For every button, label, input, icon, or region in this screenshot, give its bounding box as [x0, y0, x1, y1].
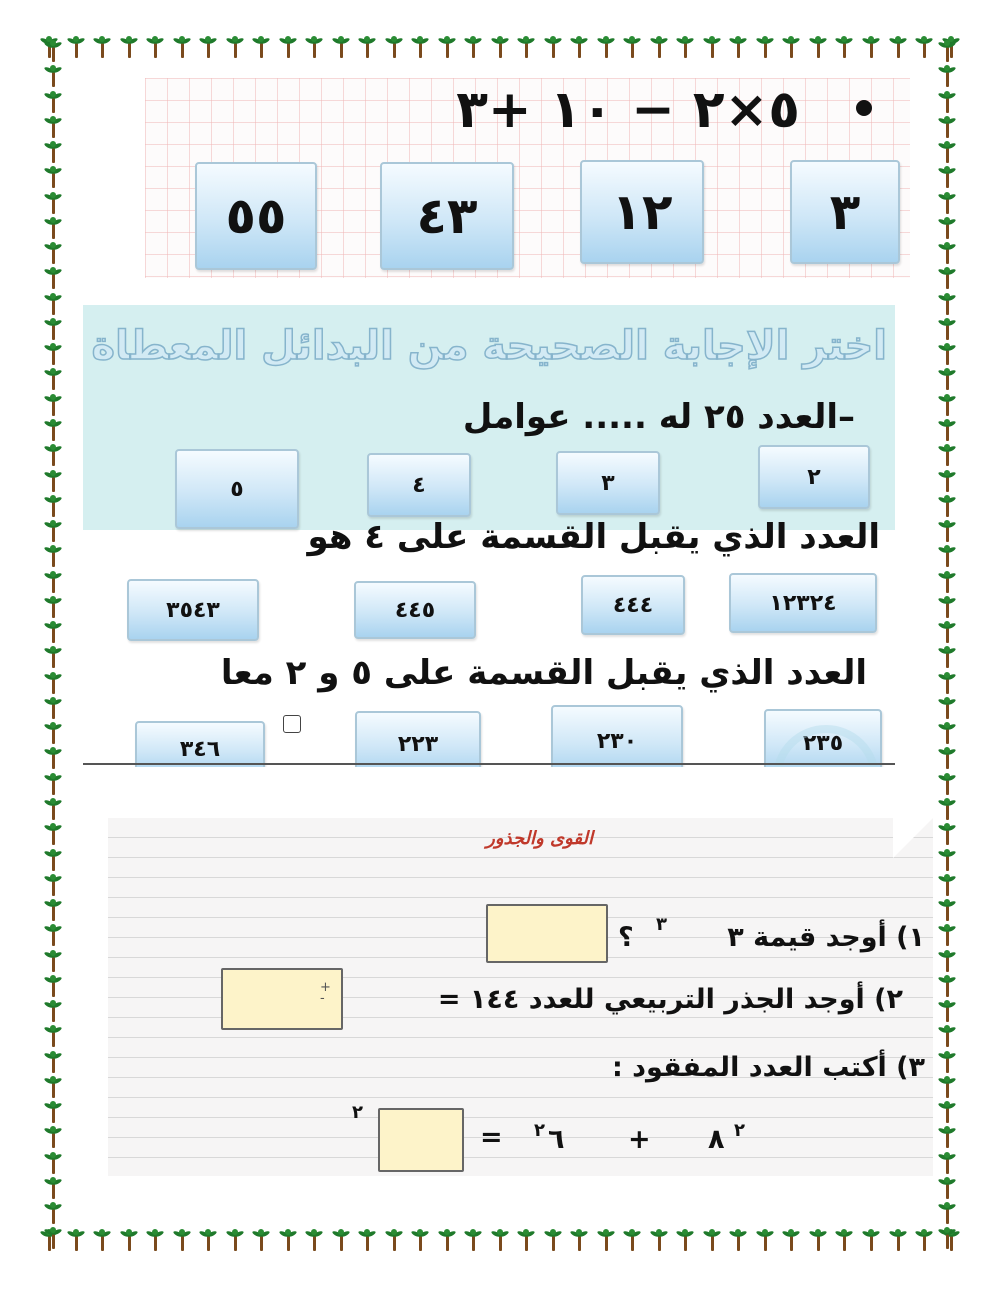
palm-tree-icon [938, 444, 956, 466]
option-tile[interactable]: ٥ [175, 449, 299, 529]
palm-tree-icon [464, 1229, 482, 1251]
palm-tree-icon [938, 343, 956, 365]
palm-tree-icon [44, 646, 62, 668]
palm-tree-icon [597, 1229, 615, 1251]
palm-tree-icon [173, 1229, 191, 1251]
palm-tree-icon [756, 36, 774, 58]
palm-tree-icon [44, 343, 62, 365]
palm-tree-icon [199, 1229, 217, 1251]
palm-tree-icon [44, 293, 62, 315]
palm-tree-icon [491, 1229, 509, 1251]
palm-tree-icon [44, 91, 62, 113]
palm-tree-icon [938, 672, 956, 694]
palm-tree-icon [938, 217, 956, 239]
palm-tree-icon [938, 65, 956, 87]
palm-tree-icon [938, 1152, 956, 1174]
palm-tree-icon [44, 773, 62, 795]
multiple-choice-section [83, 305, 895, 767]
palm-tree-icon [782, 1229, 800, 1251]
answer-box-3[interactable] [378, 1108, 464, 1172]
palm-tree-icon [411, 36, 429, 58]
palm-tree-icon [44, 798, 62, 820]
palm-tree-icon [938, 697, 956, 719]
palm-tree-icon [44, 1202, 62, 1224]
palm-border-top [40, 32, 960, 62]
palm-border-right [932, 40, 962, 1250]
palm-tree-icon [938, 849, 956, 871]
option-tile[interactable]: ١٢٣٢٤ [729, 573, 877, 633]
palm-tree-icon [938, 1177, 956, 1199]
palm-tree-icon [938, 950, 956, 972]
option-tile[interactable]: ٣٤٦ [135, 721, 265, 767]
question-2-text: العدد الذي يقبل القسمة على ٤ هو [307, 517, 880, 557]
palm-tree-icon [44, 975, 62, 997]
question-mark: ؟ [618, 922, 634, 953]
palm-tree-icon [44, 1177, 62, 1199]
palm-tree-icon [938, 1126, 956, 1148]
question-1-text: –العدد ٢٥ له ..... عوامل [462, 397, 855, 437]
palm-tree-icon [44, 874, 62, 896]
palm-border-left [38, 40, 68, 1250]
palm-tree-icon [305, 1229, 323, 1251]
option-tile[interactable]: ٤٣ [380, 162, 514, 270]
palm-tree-icon [44, 1101, 62, 1123]
palm-tree-icon [835, 1229, 853, 1251]
option-tile[interactable]: ٣٥٤٣ [127, 579, 259, 641]
palm-tree-icon [44, 242, 62, 264]
palm-tree-icon [938, 141, 956, 163]
palm-tree-icon [938, 495, 956, 517]
palm-tree-icon [703, 36, 721, 58]
palm-tree-icon [332, 36, 350, 58]
palm-tree-icon [938, 924, 956, 946]
palm-tree-icon [385, 1229, 403, 1251]
palm-tree-icon [44, 747, 62, 769]
palm-tree-icon [623, 36, 641, 58]
palm-tree-icon [44, 520, 62, 542]
palm-tree-icon [756, 1229, 774, 1251]
palm-tree-icon [650, 1229, 668, 1251]
palm-tree-icon [93, 1229, 111, 1251]
option-tile[interactable]: ١٢ [580, 160, 704, 264]
palm-tree-icon [938, 823, 956, 845]
palm-tree-icon [729, 36, 747, 58]
divider-line [83, 763, 895, 765]
bullet-icon [856, 100, 872, 116]
palm-tree-icon [517, 1229, 535, 1251]
palm-tree-icon [44, 722, 62, 744]
palm-tree-icon [44, 1051, 62, 1073]
palm-tree-icon [623, 1229, 641, 1251]
palm-tree-icon [44, 950, 62, 972]
palm-tree-icon [938, 242, 956, 264]
equation-term-b: ٦ [548, 1124, 565, 1155]
palm-tree-icon [44, 65, 62, 87]
palm-tree-icon [938, 368, 956, 390]
option-tile[interactable]: ٢٣٠ [551, 705, 683, 767]
palm-tree-icon [44, 849, 62, 871]
exponent: ٢ [534, 1120, 545, 1141]
palm-tree-icon [252, 1229, 270, 1251]
palm-tree-icon [938, 975, 956, 997]
palm-tree-icon [44, 1076, 62, 1098]
palm-tree-icon [44, 1152, 62, 1174]
palm-tree-icon [44, 495, 62, 517]
palm-tree-icon [44, 672, 62, 694]
palm-tree-icon [938, 773, 956, 795]
palm-tree-icon [889, 1229, 907, 1251]
plus-sign: + [628, 1124, 651, 1155]
exponent: ٢ [734, 1120, 745, 1141]
palm-tree-icon [938, 394, 956, 416]
palm-tree-icon [67, 1229, 85, 1251]
palm-tree-icon [938, 116, 956, 138]
palm-tree-icon [938, 470, 956, 492]
palm-tree-icon [938, 899, 956, 921]
palm-tree-icon [862, 1229, 880, 1251]
palm-tree-icon [938, 419, 956, 441]
palm-tree-icon [44, 545, 62, 567]
palm-tree-icon [517, 36, 535, 58]
palm-tree-icon [44, 267, 62, 289]
option-tile[interactable]: ٢ [758, 445, 870, 509]
palm-tree-icon [44, 217, 62, 239]
palm-tree-icon [938, 1051, 956, 1073]
palm-tree-icon [938, 192, 956, 214]
palm-tree-icon [915, 36, 933, 58]
palm-tree-icon [938, 747, 956, 769]
question-2-text: ٢) أوجد الجذر التربيعي للعدد ١٤٤ = [437, 984, 903, 1015]
equals-sign: = [480, 1122, 503, 1153]
palm-tree-icon [67, 36, 85, 58]
palm-tree-icon [44, 1025, 62, 1047]
palm-tree-icon [44, 166, 62, 188]
question-3-text: ٣) أكتب العدد المفقود : [611, 1052, 925, 1083]
palm-tree-icon [938, 874, 956, 896]
option-tile[interactable]: ٥٥ [195, 162, 317, 270]
page-fold [893, 818, 933, 858]
math-expression: ٥×٢ − ١٠ +٣ [456, 80, 800, 140]
palm-tree-icon [44, 571, 62, 593]
palm-tree-icon [938, 520, 956, 542]
palm-tree-icon [570, 36, 588, 58]
exponent: ٢ [352, 1102, 363, 1123]
option-tile[interactable]: ٣ [556, 451, 660, 515]
palm-tree-icon [252, 36, 270, 58]
palm-tree-icon [438, 36, 456, 58]
palm-tree-icon [146, 36, 164, 58]
palm-tree-icon [44, 697, 62, 719]
option-tile[interactable]: ٤ [367, 453, 471, 517]
palm-tree-icon [305, 36, 323, 58]
palm-tree-icon [438, 1229, 456, 1251]
palm-tree-icon [464, 36, 482, 58]
palm-tree-icon [938, 91, 956, 113]
palm-tree-icon [938, 1076, 956, 1098]
palm-tree-icon [279, 36, 297, 58]
palm-tree-icon [938, 267, 956, 289]
question-3-text: العدد الذي يقبل القسمة على ٥ و ٢ معا [220, 653, 867, 693]
palm-tree-icon [938, 545, 956, 567]
palm-tree-icon [120, 1229, 138, 1251]
palm-tree-icon [938, 1025, 956, 1047]
palm-tree-icon [44, 394, 62, 416]
palm-tree-icon [44, 1227, 62, 1249]
palm-tree-icon [938, 646, 956, 668]
palm-border-bottom [40, 1225, 960, 1255]
palm-tree-icon [44, 116, 62, 138]
order-of-operations-question [145, 78, 910, 278]
exponent: ٣ [656, 914, 667, 935]
palm-tree-icon [889, 36, 907, 58]
palm-tree-icon [358, 36, 376, 58]
equation-term-a: ٨ [708, 1124, 725, 1155]
palm-tree-icon [938, 1101, 956, 1123]
palm-tree-icon [915, 1229, 933, 1251]
palm-tree-icon [809, 1229, 827, 1251]
palm-tree-icon [938, 40, 956, 62]
answer-box-2[interactable] [221, 968, 343, 1030]
palm-tree-icon [411, 1229, 429, 1251]
palm-tree-icon [782, 36, 800, 58]
palm-tree-icon [938, 571, 956, 593]
section-title: القوى والجذور [486, 828, 593, 849]
palm-tree-icon [173, 36, 191, 58]
option-tile[interactable]: ٢٣٥ [764, 709, 882, 767]
palm-tree-icon [938, 621, 956, 643]
palm-tree-icon [44, 40, 62, 62]
palm-tree-icon [44, 899, 62, 921]
palm-tree-icon [570, 1229, 588, 1251]
palm-tree-icon [385, 36, 403, 58]
palm-tree-icon [938, 722, 956, 744]
palm-tree-icon [44, 141, 62, 163]
palm-tree-icon [676, 36, 694, 58]
palm-tree-icon [809, 36, 827, 58]
palm-tree-icon [544, 1229, 562, 1251]
palm-tree-icon [938, 1227, 956, 1249]
palm-tree-icon [199, 36, 217, 58]
palm-tree-icon [44, 596, 62, 618]
palm-tree-icon [44, 823, 62, 845]
palm-tree-icon [597, 36, 615, 58]
palm-tree-icon [44, 621, 62, 643]
palm-tree-icon [676, 1229, 694, 1251]
palm-tree-icon [44, 192, 62, 214]
palm-tree-icon [938, 166, 956, 188]
palm-tree-icon [729, 1229, 747, 1251]
palm-tree-icon [93, 36, 111, 58]
option-tile[interactable]: ٤٤٤ [581, 575, 685, 635]
palm-tree-icon [226, 1229, 244, 1251]
palm-tree-icon [44, 444, 62, 466]
palm-tree-icon [44, 470, 62, 492]
palm-tree-icon [491, 36, 509, 58]
option-tile[interactable]: ٢٢٣ [355, 711, 481, 767]
palm-tree-icon [146, 1229, 164, 1251]
palm-tree-icon [650, 36, 668, 58]
palm-tree-icon [44, 1126, 62, 1148]
palm-tree-icon [332, 1229, 350, 1251]
powers-and-roots-section [108, 818, 933, 1176]
palm-tree-icon [703, 1229, 721, 1251]
instructions-header: اختر الإجابة الصحيحة من البدائل المعطاة [91, 323, 887, 369]
palm-tree-icon [862, 36, 880, 58]
palm-tree-icon [938, 1202, 956, 1224]
palm-tree-icon [44, 368, 62, 390]
palm-tree-icon [938, 596, 956, 618]
palm-tree-icon [358, 1229, 376, 1251]
palm-tree-icon [279, 1229, 297, 1251]
palm-tree-icon [44, 419, 62, 441]
option-tile[interactable]: ٣ [790, 160, 900, 264]
checkbox[interactable] [283, 715, 301, 733]
answer-box-1[interactable] [486, 904, 608, 963]
palm-tree-icon [938, 1000, 956, 1022]
palm-tree-icon [938, 798, 956, 820]
palm-tree-icon [226, 36, 244, 58]
palm-tree-icon [44, 318, 62, 340]
question-1-text: ١) أوجد قيمة ٣ [727, 922, 925, 953]
palm-tree-icon [544, 36, 562, 58]
palm-tree-icon [938, 293, 956, 315]
palm-tree-icon [938, 318, 956, 340]
palm-tree-icon [835, 36, 853, 58]
palm-tree-icon [44, 1000, 62, 1022]
plus-minus-icon: + - [320, 980, 331, 1006]
palm-tree-icon [120, 36, 138, 58]
palm-tree-icon [44, 924, 62, 946]
option-tile[interactable]: ٤٤٥ [354, 581, 476, 639]
